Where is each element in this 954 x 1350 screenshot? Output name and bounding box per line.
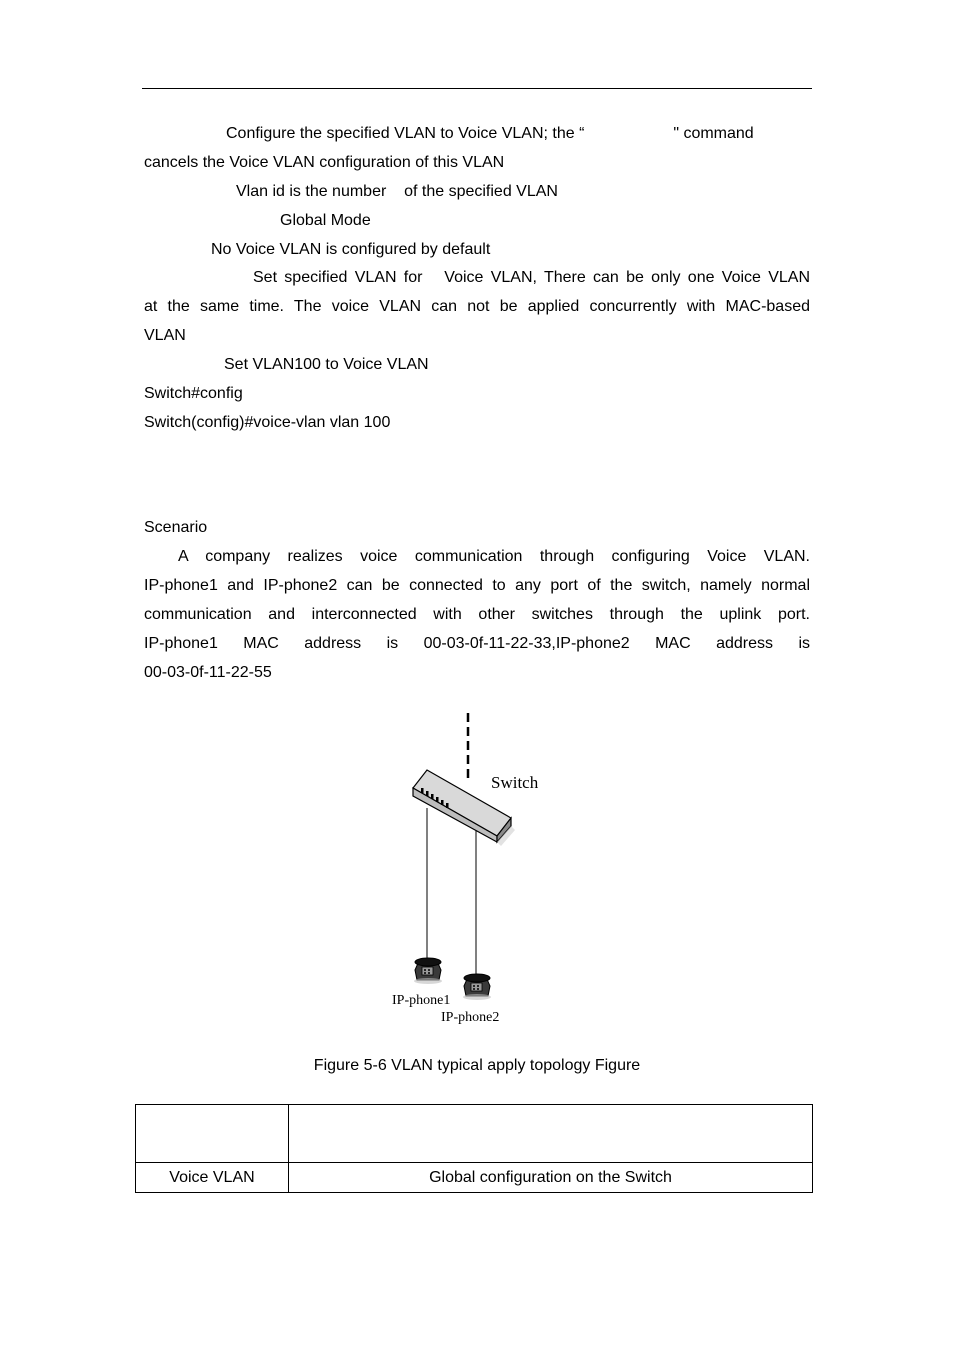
text-line — [144, 124, 810, 144]
example-command-1: Switch#config — [144, 385, 243, 402]
usage-guide-line-1: Set specified VLAN for Voice VLAN, There can be only one Voice VLAN — [253, 269, 810, 286]
figure-caption: Figure 5-6 VLAN typical apply topology Figure — [313, 1057, 641, 1074]
example-description: Set VLAN100 to Voice VLAN — [224, 356, 429, 373]
topology-diagram — [385, 708, 570, 1033]
usage-guide-line-3: VLAN — [144, 327, 186, 344]
configure-description: Configure the specified VLAN to Voice VLAN; the “ " command — [226, 125, 754, 142]
command-mode: Global Mode — [280, 212, 371, 229]
scenario-line-4: IP-phone1 MAC address is 00-03-0f-11-22-33,IP-phone2 MAC address is — [144, 635, 810, 652]
phone2-icon — [463, 974, 491, 1000]
parameter-description: Vlan id is the number of the specified VLAN — [236, 183, 558, 200]
configuration-table — [135, 1104, 813, 1193]
phone1-label: IP-phone1 — [392, 993, 451, 1008]
usage-guide-line-2: at the same time. The voice VLAN can not be applied concurrently with MAC-based — [144, 298, 810, 315]
scenario-line-2: IP-phone1 and IP-phone2 can be connected to any port of the switch, namely normal — [144, 577, 810, 594]
scenario-line-1: A company realizes voice communication through configuring Voice VLAN. — [178, 548, 810, 565]
phone1-icon — [414, 958, 442, 984]
scenario-line-5: 00-03-0f-11-22-55 — [144, 664, 272, 681]
example-command-2: Switch(config)#voice-vlan vlan 100 — [144, 414, 391, 431]
phone2-label: IP-phone2 — [441, 1010, 500, 1025]
default-setting: No Voice VLAN is configured by default — [211, 241, 491, 258]
table-cell: Global configuration on the Switch — [289, 1163, 813, 1193]
table-cell: Voice VLAN — [136, 1163, 289, 1193]
scenario-heading: Scenario — [144, 519, 208, 536]
table-header-cell — [289, 1105, 813, 1163]
scenario-line-3: communication and interconnected with other switches through the uplink port. — [144, 606, 810, 623]
table-row — [136, 1163, 813, 1193]
header-rule — [142, 88, 812, 89]
topology-svg — [385, 708, 570, 1033]
table-header-row — [136, 1105, 813, 1163]
text-line: cancels the Voice VLAN configuration of this VLAN — [144, 154, 505, 171]
table-header-cell — [136, 1105, 289, 1163]
switch-label: Switch — [491, 773, 539, 792]
